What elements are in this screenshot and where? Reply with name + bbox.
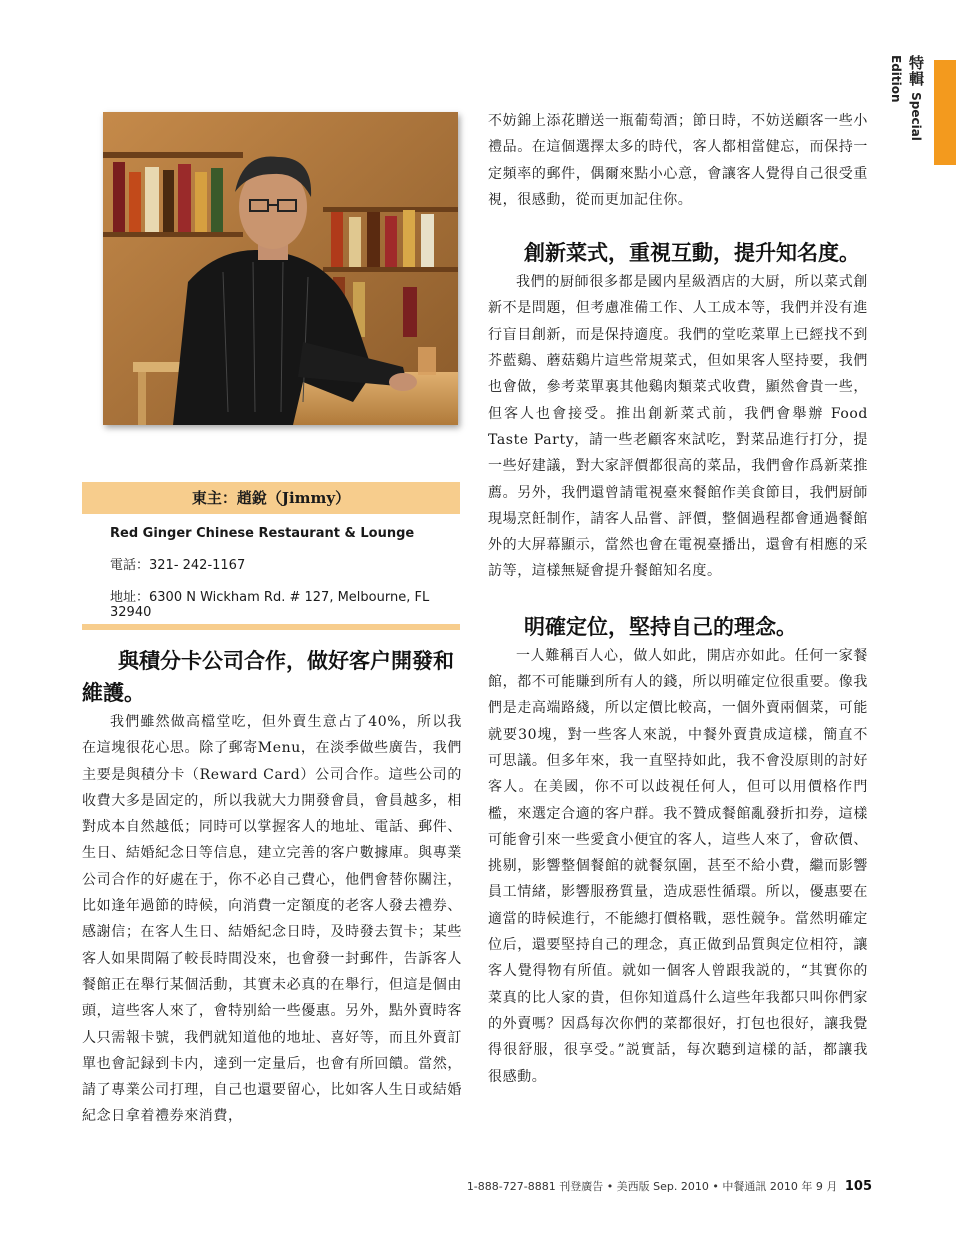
section-heading-reward-card: 與積分卡公司合作，做好客户開發和維護。	[82, 649, 454, 705]
page-footer	[0, 1178, 872, 1194]
section-label	[889, 55, 927, 165]
section-heading-positioning: 明確定位，堅持自己的理念。	[524, 614, 797, 639]
restaurant-phone: 電話：321- 242-1167	[110, 558, 246, 573]
page-number: 105	[844, 1179, 872, 1194]
owner-info-card	[82, 482, 460, 620]
body-paragraph-positioning: 一人難稱百人心，做人如此，開店亦如此。任何一家餐館，都不可能賺到所有人的錢，所以明確定位很重要。像我們是走高端路綫，所以定價比較高，一個外賣兩個菜，可能就要30塊，對一些客人來説，中餐外賣貴成這樣，簡直不可思議。但多年來，我一直堅持如此，我不會没原則的討好客人。在美國，你不可以歧視任何人，但可以用價格作門檻，來選定合適的客户群。我不贊成餐館亂發折扣券，這樣可能會引來一些愛貪小便宜的客人，這些人來了，會砍價、挑剔，影響整個餐館的就餐氛圍，甚至不給小費，繼而影響員工情緒，影響服務質量，造成惡性循環。所以，優惠要在適當的時候進行，不能總打價格戰，惡性競争。當然明確定位后，還要堅持自己的理念，真正做到品質與定位相符，讓客人覺得物有所值。就如一個客人曾跟我説的，“其實你的菜真的比人家的貴，但你知道爲什么這些年我都只叫你們家的外賣嗎？因爲每次你們的菜都很好，打包也很好，讓我覺得很舒服，很享受。”説實話，每次聽到這樣的話，都讓我很感動。	[488, 647, 868, 1085]
body-paragraph-continuation: 不妨錦上添花贈送一瓶葡萄酒；節日時，不妨送顧客一些小禮品。在這個選擇太多的時代，客人都相當健忘，而保持一定頻率的郵件，偶爾來點小心意，會讓客人覺得自己很受重視，很感動，從而更加記住你。	[488, 113, 868, 208]
owner-photo	[103, 112, 458, 425]
right-column	[488, 108, 868, 1090]
body-paragraph-innovation: 我們的厨師很多都是國内星級酒店的大厨，所以菜式創新不是問題，但考慮准備工作、人工成本等，我們并没有進行盲目創新，而是保持適度。我們的堂吃菜單上已經找不到芥藍鷄、蘑菇鷄片這些常規菜式，但如果客人堅持要，我們也會做，參考菜單裏其他鷄肉類菜式收費，顯然會貴一些，但客人也會接受。推出創新菜式前，我們會舉辦 Food Taste Party，請一些老顧客來試吃，對菜品進行打分，提一些好建議，對大家評價都很高的菜品，我們會作爲新菜推薦。另外，我們還曾請電視臺來餐館作美食節目，我們厨師現場烹飪制作，請客人品嘗、評價，整個過程都會通過餐館外的大屏幕顯示，當然也會在電視臺播出，還會有相應的采訪等，這樣無疑會提升餐館知名度。	[488, 274, 868, 580]
body-paragraph-reward-card: 我們雖然做高檔堂吃，但外賣生意占了40%，所以我在這塊很花心思。除了郵寄Menu，在淡季做些廣告，我們主要是與積分卡（Reward Card）公司合作。這些公司的收費大多是固定的，所以我就大力開發會員，會員越多，相對成本自然越低；同時可以掌握客人的地址、電話、郵件、生日、結婚紀念日等信息，建立完善的客户數據庫。與專業公司合作的好處在于，你不必自己費心，他們會替你關注，比如逢年過節的時候，向消費一定額度的老客人發去禮券、感謝信；在客人生日、結婚紀念日時，及時發去賀卡；某些客人如果間隔了較長時間没來，也會發一封郵件，告訴客人餐館正在舉行某個活動，其實未必真的在舉行，但這是個由頭，這些客人來了，會特别給一些優惠。另外，點外賣時客人只需報卡號，我們就知道他的地址、喜好等，而且外賣訂單也會記録到卡内，達到一定量后，也會有所回饋。當然，請了專業公司打理，自己也還要留心，比如客人生日或結婚紀念日拿着禮券來消費，	[82, 714, 462, 1125]
info-card-divider	[82, 624, 460, 630]
footer-text: 1-888-727-8881 刊登廣告 • 美西版 Sep. 2010 • 中餐通訊 2010 年 9 月	[466, 1180, 838, 1193]
section-heading-innovation: 創新菜式，重視互動，提升知名度。	[524, 241, 860, 266]
left-column	[82, 645, 462, 1130]
section-label-zh: 特輯	[907, 55, 925, 87]
owner-name: 東主：趙銳（Jimmy）	[82, 482, 460, 514]
section-color-tab	[934, 60, 956, 165]
restaurant-address: 地址：6300 N Wickham Rd. # 127, Melbourne, FL 32940	[110, 590, 430, 620]
section-label-en: Special Edition	[889, 55, 923, 141]
restaurant-name: Red Ginger Chinese Restaurant & Lounge	[110, 526, 415, 541]
